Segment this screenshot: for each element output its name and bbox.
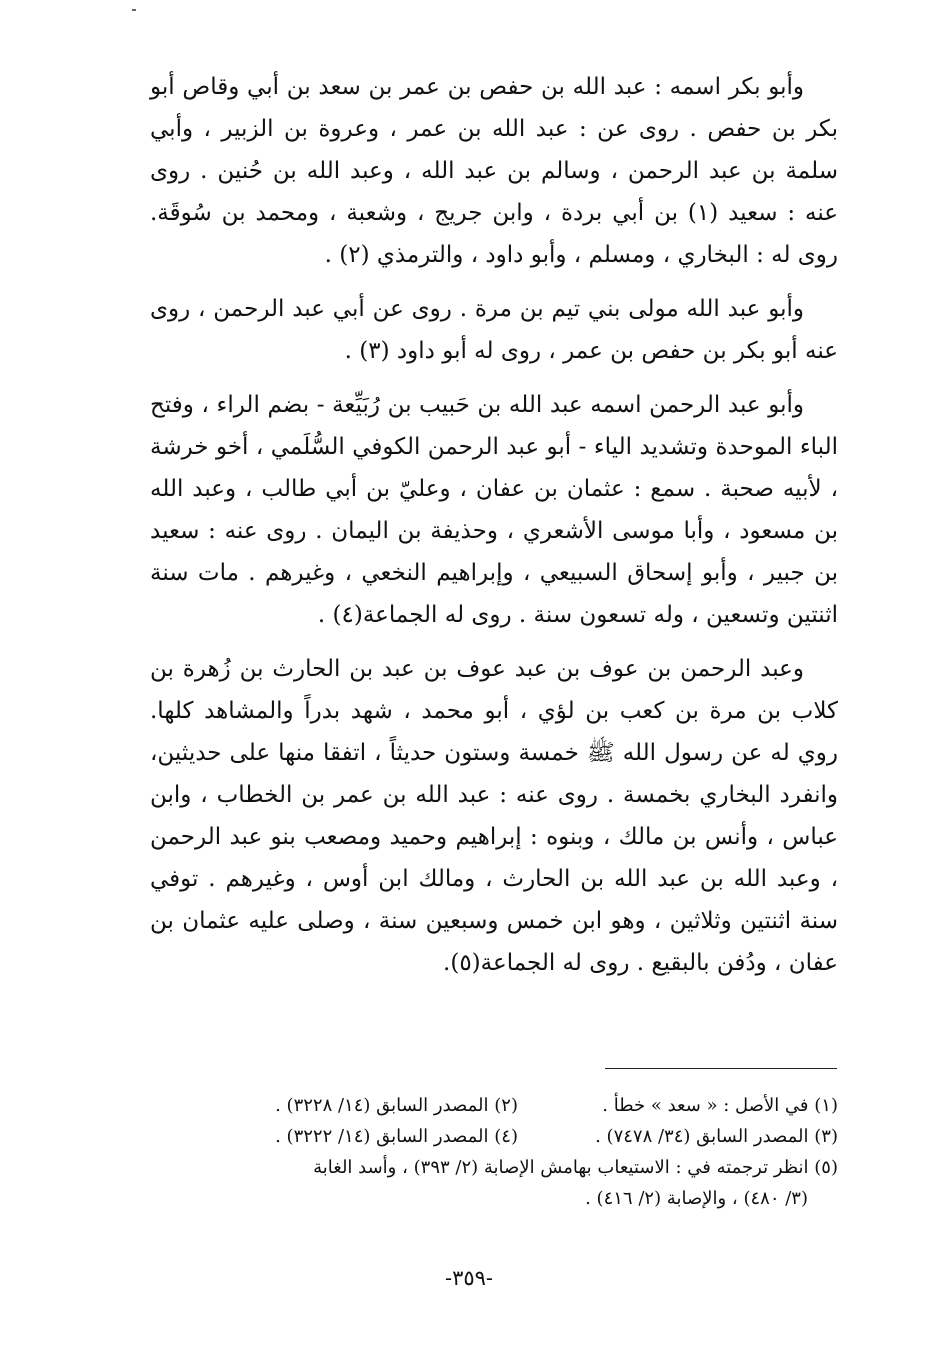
footnotes xyxy=(150,1090,838,1214)
footnote-row xyxy=(150,1121,838,1152)
footnote-row xyxy=(150,1090,838,1121)
footnote-3: (٣) المصدر السابق (٣٤/ ٧٤٧٨) . xyxy=(595,1126,838,1147)
page-number: -٣٥٩- xyxy=(444,1266,494,1290)
paragraph-text: وأبو بكر اسمه : عبد الله بن حفص بن عمر بن سعد بن أبي وقاص أبو بكر بن حفص . روى عن : عبد الله بن عمر ، وعروة بن الزبير ، وأبي سلمة بن عبد الرحمن ، وسالم بن عبد الله ، وعبد الله بن حُنين . روى عنه : سعيد (١) بن أبي بردة ، وابن جريج ، وشعبة ، ومحمد بن سُوقَة. روى له : البخاري ، ومسلم ، وأبو داود ، والترمذي (٢) . xyxy=(150,74,838,268)
footnote-5-line-2: (٣/ ٤٨٠) ، والإصابة (٢/ ٤١٦) . xyxy=(585,1188,808,1209)
paragraph-text: وأبو عبد الرحمن اسمه عبد الله بن حَبيب بن رُبَيِّعة - بضم الراء ، وفتح الباء الموحدة وتشديد الياء - أبو عبد الرحمن الكوفي السُّلَمي ، أخو خرشة ، لأبيه صحبة . سمع : عثمان بن عفان ، وعليّ بن أبي طالب ، وعبد الله بن مسعود ، وأبا موسى الأشعري ، وحذيفة بن اليمان . روى عنه : سعيد بن جبير ، وأبو إسحاق السبيعي ، وإبراهيم النخعي ، وغيرهم . مات سنة اثنتين وتسعين ، وله تسعون سنة . روى له الجماعة(٤) . xyxy=(150,392,838,628)
footnote-5-line-1: (٥) انظر ترجمته في : الاستيعاب بهامش الإصابة (٢/ ٣٩٣) ، وأسد الغابة xyxy=(313,1157,838,1178)
paragraph-text: وعبد الرحمن بن عوف بن عبد عوف بن عبد بن الحارث بن زُهرة بن كلاب بن مرة بن كعب بن لؤي ، أبو محمد ، شهد بدراً والمشاهد كلها. روي له عن رسول الله ﷺ خمسة وستون حديثاً ، اتفقا منها على حديثين، وانفرد البخاري بخمسة . روى عنه : عبد الله بن عمر بن الخطاب ، وابن عباس ، وأنس بن مالك ، وبنوه : إبراهيم وحميد ومصعب بنو عبد الرحمن ، وعبد الله بن عبد الله بن الحارث ، ومالك ابن أوس ، وغيرهم . توفي سنة اثنتين وثلاثين ، وهو ابن خمس وسبعين سنة ، وصلى عليه عثمان بن عفان ، ودُفن بالبقيع . روى له الجماعة(٥). xyxy=(150,656,838,976)
paragraph-abu-abdullah xyxy=(150,288,838,372)
paragraph-abu-abdulrahman xyxy=(150,384,838,636)
footnote-divider xyxy=(605,1068,837,1069)
page-body xyxy=(150,66,838,984)
footnote-1: (١) في الأصل : « سعد » خطأ . xyxy=(602,1095,838,1116)
paragraph-abu-bakr xyxy=(150,66,838,276)
paragraph-abdulrahman-ibn-awf xyxy=(150,648,838,984)
footnote-4: (٤) المصدر السابق (١٤/ ٣٢٢٢) . xyxy=(275,1126,518,1147)
footnote-2: (٢) المصدر السابق (١٤/ ٣٢٢٨) . xyxy=(275,1095,518,1116)
paragraph-text: وأبو عبد الله مولى بني تيم بن مرة . روى عن أبي عبد الرحمن ، روى عنه أبو بكر بن حفص بن عمر ، روى له أبو داود (٣) . xyxy=(150,296,838,364)
scan-mark xyxy=(132,9,136,11)
